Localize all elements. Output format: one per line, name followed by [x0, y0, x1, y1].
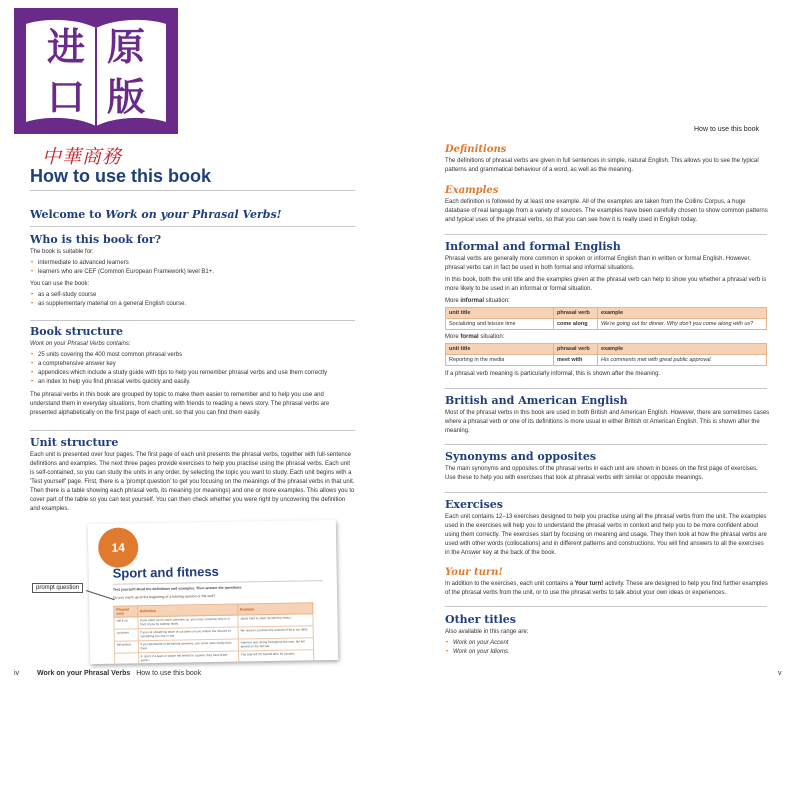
informal-label: [445, 297, 770, 306]
table-cell: If you cut something down or cut down on you reduce the amount of something you use or eat.: [138, 627, 238, 641]
informal-heading: Informal and formal English: [445, 240, 621, 253]
table-row: [446, 319, 767, 330]
who-heading: Who is this book for?: [30, 233, 162, 246]
synonyms-heading: Synonyms and opposites: [445, 450, 597, 463]
table-cell: We need to cut down the amount of fat in our diets.: [238, 626, 313, 639]
page-number: iv: [14, 670, 20, 677]
table-cell: Harrison was strong throughout the race, but fell behind on the last lap.: [238, 638, 313, 651]
table-cell: If you catch up on catch someone up, you reach someone who is in front of you by walking faster.: [137, 615, 237, 629]
informal-paragraph-2: In this book, both the unit title and the examples given at the phrasal verb can help to show you whether a phrasal verb is more likely to be used in an informal or formal situation.: [445, 277, 767, 292]
informal-table: [445, 307, 767, 330]
footer-book-title: Work on your Phrasal Verbs: [37, 670, 131, 677]
table-header: unit title: [446, 344, 554, 355]
other-titles-section: [445, 613, 770, 657]
logo-char: 版: [106, 74, 145, 119]
british-section: [445, 394, 770, 436]
who-intro: The book is suitable for:: [30, 249, 94, 255]
list-item: • as a self-study course: [30, 291, 355, 300]
table-cell: If you fall behind or fall behind someone, you move more slowly than them.: [138, 639, 238, 653]
synonyms-section: [445, 450, 770, 483]
label-prefix: More: [445, 334, 461, 340]
page-number: v: [778, 670, 782, 677]
table-header: phrasal verb: [554, 344, 598, 355]
list-item: • learners who are CEF (Common European Framework) level B1+.: [30, 268, 355, 277]
text-run: activity. These are designed to help you find further examples of the phrasal verbs from the unit, or to use the phrasal verbs to talk about your own ideas or experiences.: [445, 581, 768, 596]
informal-section: [445, 240, 770, 379]
table-header: example: [598, 344, 767, 355]
table-cell: We're going out for dinner. Why don't you come along with us?: [598, 319, 767, 330]
list-item: • intermediate to advanced learners: [30, 259, 355, 268]
examples-section: [445, 185, 770, 225]
british-paragraph: Most of the phrasal verbs in this book are used in both British and American English. However, there are sometimes cases where a phrasal verb or one of its definitions is more usual in either British or American English. This is shown after the meaning.: [445, 410, 770, 434]
list-item: • an index to help you find phrasal verbs quickly and easily.: [30, 378, 355, 387]
definitions-section: [445, 144, 770, 175]
text-run-bold: Your turn!: [574, 581, 604, 587]
table-row: [446, 355, 767, 366]
unit-sample-table: [113, 602, 314, 664]
divider: [445, 444, 767, 445]
text-run: In addition to the exercises, each unit contains a: [445, 581, 575, 587]
label-bold: formal: [460, 334, 479, 340]
label-bold: informal: [460, 298, 485, 304]
table-cell: [115, 653, 139, 664]
table-cell: In sport, if a team or player fall behind in a game, they have fewer points.: [138, 651, 238, 664]
table-cell: come along: [554, 319, 598, 330]
table-cell: Socializing and leisure time: [446, 319, 554, 330]
unit-test-line: Test yourself! Read the definitions and examples. Then answer the questions.: [112, 585, 243, 592]
logo-char: 原: [106, 24, 145, 69]
informal-note: If a phrasal verb meaning is particularly informal, this is shown after the meaning.: [445, 371, 661, 377]
synonyms-paragraph: The main synonyms and opposites of the phrasal verbs in each unit are shown in boxes on the first page of exercises. Use these to help you with exercises that look at phrasal verbs with similar or opposite meanings.: [445, 466, 758, 481]
table-header: Phrasal verb: [114, 606, 138, 617]
label-suffix: situation:: [478, 334, 505, 340]
formal-label: [445, 333, 770, 342]
table-cell: The side fell 3-0 behind after 20 minutes.: [238, 650, 313, 663]
label-suffix: situation:: [484, 298, 510, 304]
your-turn-heading: Your turn!: [445, 567, 503, 578]
page-title: How to use this book: [30, 166, 212, 186]
formal-table: [445, 343, 767, 366]
prompt-question-callout: prompt question: [32, 583, 83, 593]
left-footer: [14, 670, 201, 677]
table-row: [115, 650, 314, 664]
your-turn-paragraph: [445, 580, 770, 598]
divider: [113, 580, 323, 585]
divider: [445, 388, 767, 389]
divider: [30, 226, 355, 227]
table-cell: His comments met with great public approval.: [598, 355, 767, 366]
table-header-row: [446, 308, 767, 319]
table-header-row: [446, 344, 767, 355]
table-cell: meet with: [554, 355, 598, 366]
divider: [445, 234, 767, 235]
running-header: How to use this book: [694, 126, 759, 133]
list-item: • a comprehensive answer key: [30, 360, 355, 369]
examples-paragraph: Each definition is followed by at least one example. All of the examples are taken from the Collins Corpus, a huge database of real language from a variety of sources. The examples have been carefully chosen to show common patterns and typical uses of the phrasal verbs, so that you can see how it is really used in English today.: [445, 199, 768, 223]
table-cell: fall behind: [114, 641, 138, 653]
your-turn-section: [445, 567, 770, 598]
logo-characters: [36, 22, 156, 122]
definitions-paragraph: The definitions of phrasal verbs are given in full sentences in simple, natural English. This allows you to see the typical patterns and grammatical behaviour of a word, as well as the meaning.: [445, 158, 759, 173]
divider: [30, 430, 355, 431]
unit-page-sample: [88, 520, 338, 664]
publisher-logo: [14, 8, 178, 176]
exercises-heading: Exercises: [445, 498, 503, 511]
structure-section: [30, 325, 355, 418]
divider: [445, 492, 767, 493]
other-titles-list: [445, 639, 770, 657]
list-item: • 25 units covering the 400 most common phrasal verbs: [30, 351, 355, 360]
table-header: Example: [237, 603, 312, 615]
use-list: [30, 291, 355, 309]
table-header: Definition: [137, 604, 237, 617]
unit-sample-title: Sport and fitness: [112, 563, 219, 581]
footer-section: How to use this book: [136, 670, 202, 677]
structure-paragraph: The phrasal verbs in this book are grouped by topic to make them easier to remember and to help you use and understand them in everyday situations, from chatting with friends to reading a news story. The phrasal verbs are presented alphabetically on the first page of each unit, so that you can find them easily.: [30, 392, 330, 416]
unit-paragraph: Each unit is presented over four pages. The first page of each unit presents the phrasal verbs, together with full-sentence definitions and examples. The next three pages provide exercises to help you practise using the phrasal verbs. Each unit is self-contained, so you can study the units in any order, by selecting the topic you want to study. Each unit begins with a 'Test yourself' page. First, there is a 'prompt question' to get you focusing on the meanings of the phrasal verbs in that unit. Then there is a table showing each phrasal verb, its meaning (or meanings) and one or more examples. This allows you to cover part of the table so you can test yourself. You can then check whether you were right by uncovering the definition and examples.: [30, 452, 355, 512]
table-header: phrasal verb: [554, 308, 598, 319]
structure-list: [30, 351, 355, 387]
welcome-prefix: Welcome to: [30, 208, 106, 221]
list-item: • as supplementary material on a general English course.: [30, 300, 355, 309]
table-header: unit title: [446, 308, 554, 319]
list-item: • Work on your Idioms: [445, 648, 770, 657]
unit-prompt-question: Do you warm up at the beginning of a training session or the end?: [113, 593, 216, 600]
table-cell: Reporting in the media: [446, 355, 554, 366]
table-cell: call it up: [114, 617, 138, 629]
logo-subtitle: 中華商務: [42, 146, 123, 168]
unit-number-badge: 14: [98, 527, 139, 568]
use-intro: You can use the book:: [30, 281, 90, 287]
british-heading: British and American English: [445, 394, 628, 407]
definitions-heading: Definitions: [445, 144, 507, 155]
informal-paragraph-1: Phrasal verbs are generally more common in spoken or informal English than in written or formal English. However, phrasal verbs can in fact be used in both formal and informal situations.: [445, 256, 751, 271]
structure-intro: Work on your Phrasal Verbs contains:: [30, 341, 131, 347]
label-prefix: More: [445, 298, 461, 304]
table-cell: Jamie tried to catch up with the others.: [238, 614, 313, 627]
unit-section: [30, 436, 355, 514]
divider: [445, 606, 767, 607]
welcome-book-title: Work on your Phrasal Verbs!: [105, 208, 282, 221]
unit-heading: Unit structure: [30, 436, 119, 449]
divider: [30, 320, 355, 321]
list-item: • Work on your Accent: [445, 639, 770, 648]
structure-heading: Book structure: [30, 325, 124, 338]
logo-char: 口: [46, 74, 85, 119]
logo-char: 进: [46, 24, 85, 69]
table-cell: cut down: [114, 629, 138, 641]
who-section: [30, 233, 355, 309]
other-titles-intro: Also available in this range are:: [445, 629, 529, 635]
divider: [30, 190, 355, 191]
exercises-section: [445, 498, 770, 558]
other-titles-heading: Other titles: [445, 613, 516, 626]
exercises-paragraph: Each unit contains 12–13 exercises designed to help you practise using all the phrasal verbs from the unit. The examples used in the exercises will help you to understand the phrasal verbs in context and help you to be more confident about using them correctly. The exercises start by focusing on meaning and usage. They then look at how the phrasal verbs are used with other words (collocations) and in different patterns and constructions. You will find answers to all the exercises in the Answer key at the back of the book.: [445, 514, 767, 556]
list-item: • appendices which include a study guide with tips to help you remember phrasal verbs and use them correctly: [30, 369, 355, 378]
examples-heading: Examples: [445, 185, 499, 196]
table-header: example: [598, 308, 767, 319]
who-list: [30, 259, 355, 277]
welcome-heading: [30, 208, 355, 221]
